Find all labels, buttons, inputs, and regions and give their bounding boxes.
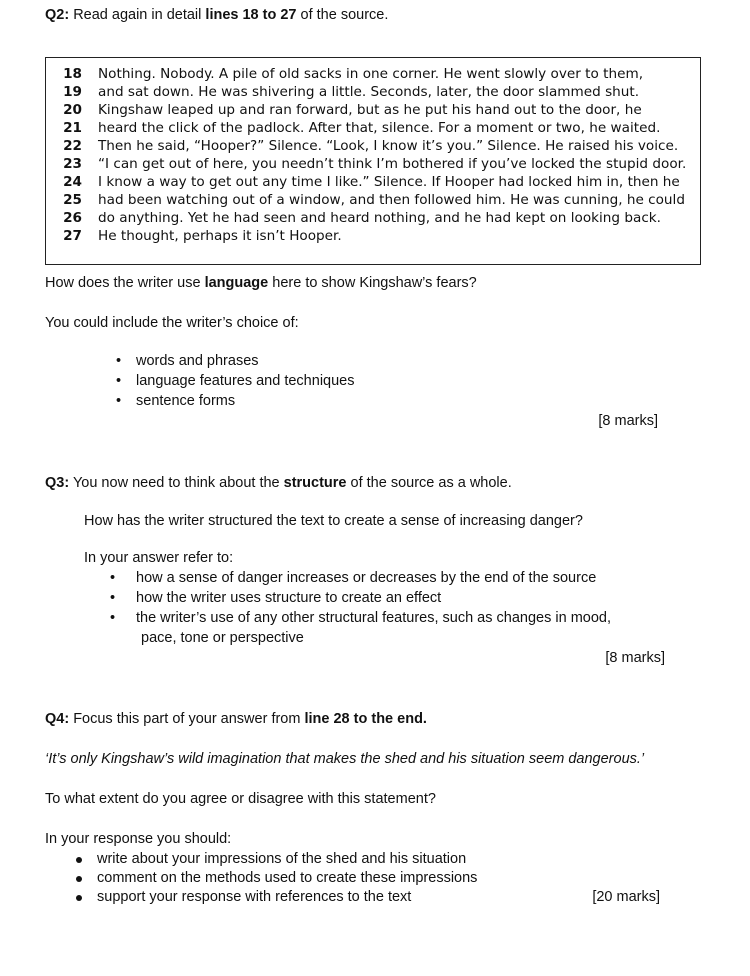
q2-marks: [8 marks] <box>598 413 658 429</box>
q2-include-text: You could include the writer’s choice of: <box>45 315 299 331</box>
q3-bullet: the writer’s use of any other structural features, such as changes in mood, <box>136 610 611 626</box>
q4-bullet: comment on the methods used to create these impressions <box>97 870 478 886</box>
q2-label: Q2: <box>45 7 70 23</box>
q4-bullet: support your response with references to the text <box>97 889 412 905</box>
q3-bullet: how a sense of danger increases or decreases by the end of the source <box>136 570 597 586</box>
source-extract-box: 18 Nothing. Nobody. A pile of old sacks in one corner. He went slowly over to them, 19 and sat down. He was shivering a little. Seconds, later, the door slammed shut. 20 Kingshaw leaped up and ran forward, but as he put his hand out to the door, he 21 heard the click of the padlock. After that, silence. For a moment or two, he waited. 22 Then he said, “Hooper?” Silence. “Look, I know it’s you.” Silence. He raised his voice. 23 “I can get out of here, you needn’t think I’m bothered if you’ve locked the stupid door. 24 I know a way to get out any time I like.” Silence. If Hooper had locked him in, then he 25 had been watching out of a window, and then followed him. He was cunning, he could 26 do anything. Yet he had seen and heard nothing, and he had kept on looking back. 27 He thought, perhaps it isn’t Hooper. <box>45 57 701 265</box>
q4-intro: Q4: Focus this part of your answer from line 28 to the end. <box>45 711 427 727</box>
q2-intro: Q2: Read again in detail lines 18 to 27 of the source. <box>45 7 389 23</box>
q4-bullet: write about your impressions of the shed and his situation <box>97 851 467 867</box>
q3-label: Q3: <box>45 475 70 491</box>
q3-intro: Q3: You now need to think about the structure of the source as a whole. <box>45 475 512 491</box>
q2-bullet: language features and techniques <box>136 373 355 389</box>
bullet-icon: • <box>116 353 122 369</box>
bullet-icon <box>76 876 82 882</box>
q4-question: To what extent do you agree or disagree with this statement? <box>45 791 436 807</box>
q3-marks: [8 marks] <box>605 650 665 666</box>
q4-label: Q4: <box>45 711 70 727</box>
bullet-icon: • <box>110 570 116 586</box>
q4-quote: ‘It’s only Kingshaw’s wild imagination that makes the shed and his situation seem dangerous.’ <box>45 751 645 767</box>
q4-response-text: In your response you should: <box>45 831 232 847</box>
q2-question: How does the writer use language here to show Kingshaw’s fears? <box>45 275 477 291</box>
bullet-icon <box>76 857 82 863</box>
q4-marks: [20 marks] <box>592 889 660 905</box>
bullet-icon: • <box>116 373 122 389</box>
q2-bullet: sentence forms <box>136 393 236 409</box>
q3-refer-text: In your answer refer to: <box>84 550 234 566</box>
bullet-icon: • <box>116 393 122 409</box>
q2-bullet: words and phrases <box>136 353 259 369</box>
q3-bullet: how the writer uses structure to create an effect <box>136 590 442 606</box>
bullet-icon: • <box>110 610 116 626</box>
q3-bullet-continuation: pace, tone or perspective <box>141 630 304 646</box>
bullet-icon: • <box>110 590 116 606</box>
bullet-icon <box>76 895 82 901</box>
q3-question: How has the writer structured the text to create a sense of increasing danger? <box>84 513 583 529</box>
